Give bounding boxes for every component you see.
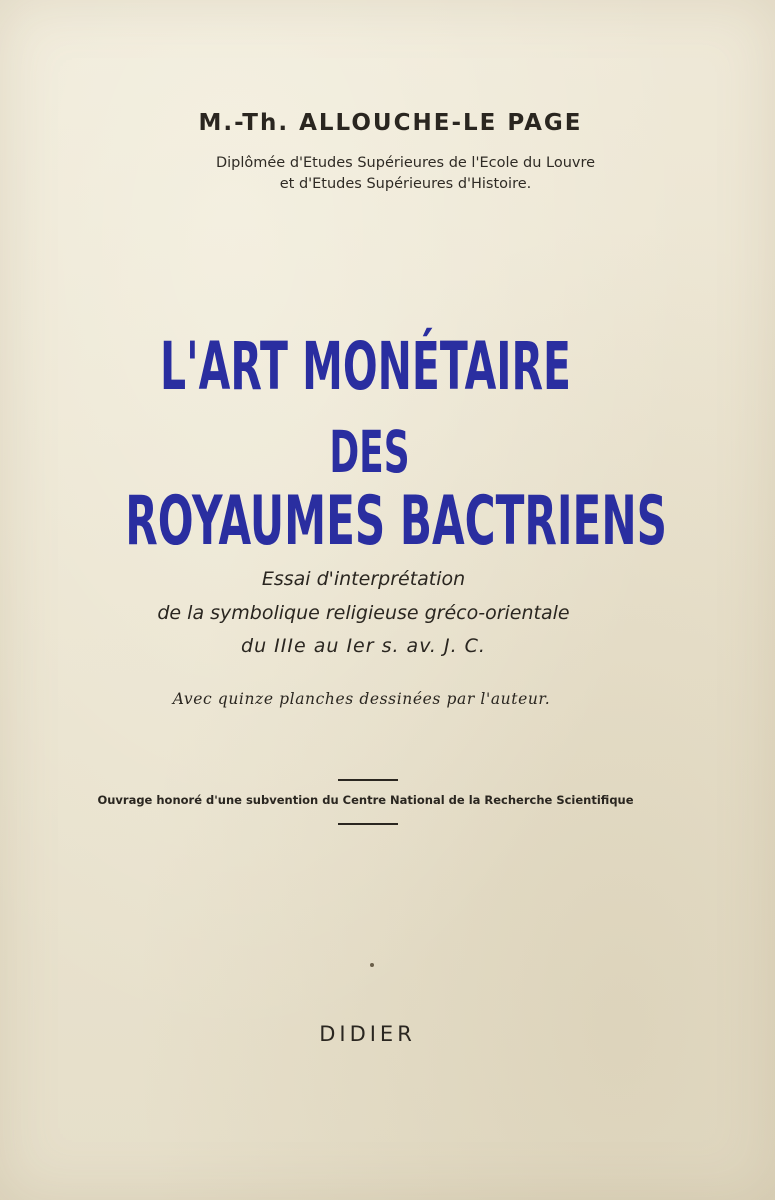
author-credential-line-1: Diplômée d'Etudes Supérieures de l'Ecole du Louvre	[215, 155, 596, 171]
title-line-1: L'ART MONÉTAIRE	[160, 328, 571, 405]
title-line-2: DES	[329, 418, 410, 486]
publisher-name: DIDIER	[319, 1022, 416, 1046]
author-credential-line-2: et d'Etudes Supérieures d'Histoire.	[279, 176, 532, 192]
grant-note: Ouvrage honoré d'une subvention du Centre National de la Recherche Scientifique	[97, 793, 634, 807]
subtitle-line-1: Essai d'interprétation	[261, 568, 466, 590]
plates-note: Avec quinze planches dessinées par l'auteur.	[172, 690, 551, 708]
divider-bottom	[338, 823, 398, 825]
subtitle-line-2: de la symbolique religieuse gréco-orientale	[157, 602, 570, 624]
subtitle-line-3: du IIIe au Ier s. av. J. C.	[241, 635, 486, 657]
ink-speck	[370, 963, 374, 967]
divider-top	[338, 779, 398, 781]
author-name: M.-Th. ALLOUCHE-LE PAGE	[198, 110, 583, 136]
title-line-3: ROYAUMES BACTRIENS	[125, 482, 667, 561]
